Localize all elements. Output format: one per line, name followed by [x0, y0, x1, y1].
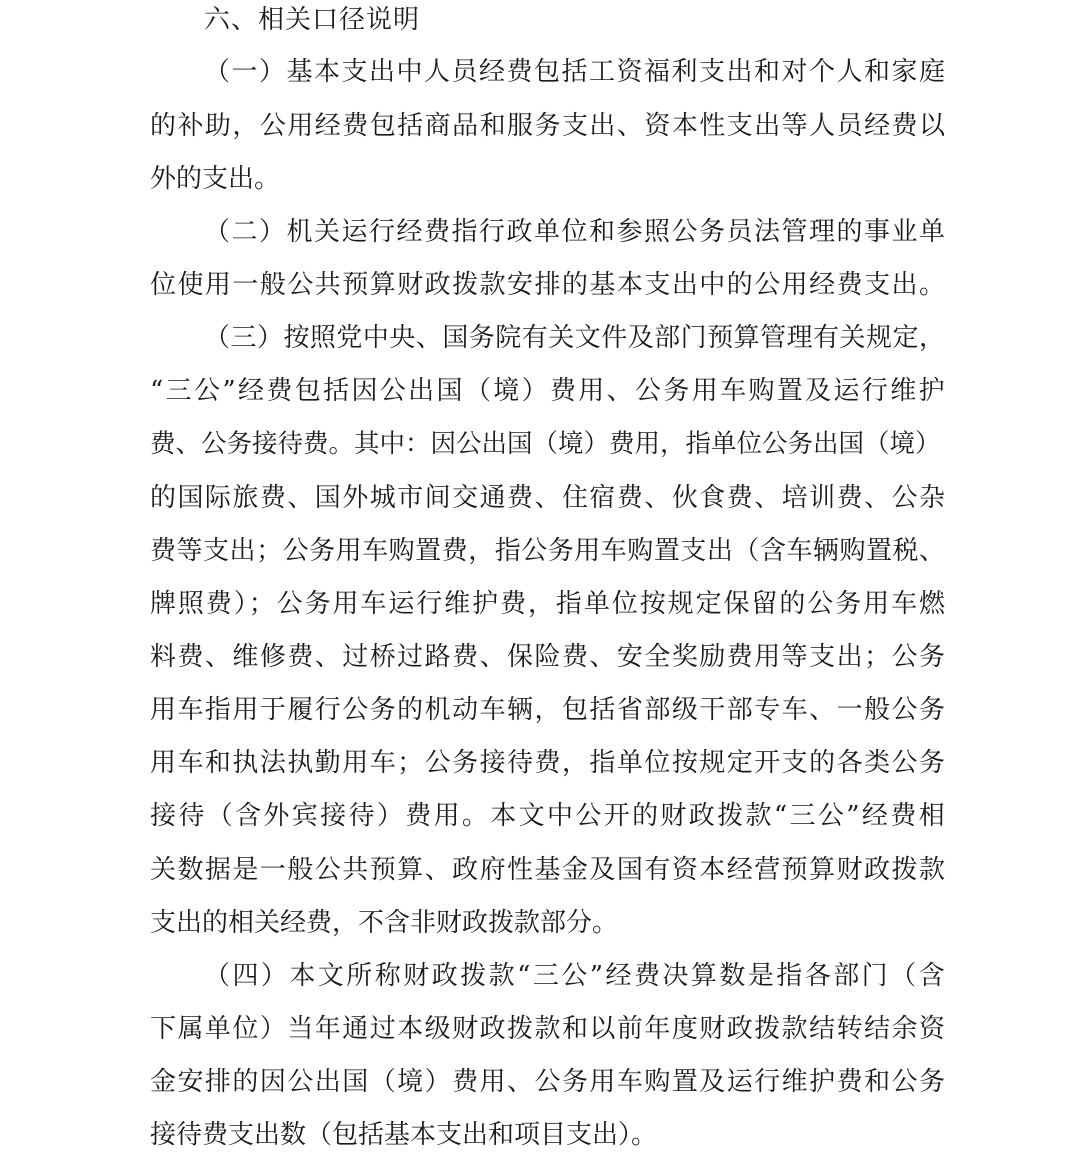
paragraph-4-line-2: 下属单位）当年通过本级财政拨款和以前年度财政拨款结转结余资 [150, 1014, 947, 1044]
paragraph-1-line-1: （一）基本支出中人员经费包括工资福利支出和对个人和家庭 [204, 57, 947, 87]
paragraph-3-line-2: “三公”经费包括因公出国（境）费用、公务用车购置及运行维护 [150, 376, 947, 406]
paragraph-3-line-12: 支出的相关经费，不含非财政拨款部分。 [150, 908, 619, 938]
paragraph-4-line-4: 接待费支出数（包括基本支出和项目支出）。 [150, 1120, 658, 1150]
paragraph-3-line-4: 的国际旅费、国外城市间交通费、住宿费、伙食费、培训费、公杂 [150, 483, 947, 513]
paragraph-3-line-5: 费等支出；公务用车购置费，指公务用车购置支出（含车辆购置税、 [150, 536, 946, 566]
paragraph-3-line-1: （三）按照党中央、国务院有关文件及部门预算管理有关规定， [204, 323, 946, 353]
paragraph-3-line-11: 关数据是一般公共预算、政府性基金及国有资本经营预算财政拨款 [150, 855, 947, 885]
paragraph-1-line-3: 外的支出。 [150, 164, 281, 194]
paragraph-3-line-8: 用车指用于履行公务的机动车辆，包括省部级干部专车、一般公务 [150, 695, 947, 725]
paragraph-4-line-3: 金安排的因公出国（境）费用、公务用车购置及运行维护费和公务 [150, 1067, 947, 1097]
paragraph-2-line-2: 位使用一般公共预算财政拨款安排的基本支出中的公用经费支出。 [150, 270, 947, 300]
paragraph-3-line-3: 费、公务接待费。其中：因公出国（境）费用，指单位公务出国（境） [150, 429, 941, 459]
paragraph-3-line-9: 用车和执法执勤用车；公务接待费，指单位按规定开支的各类公务 [150, 748, 947, 778]
paragraph-3-line-10: 接待（含外宾接待）费用。本文中公开的财政拨款“三公”经费相 [150, 801, 947, 831]
paragraph-3-line-7: 料费、维修费、过桥过路费、保险费、安全奖励费用等支出；公务 [150, 642, 947, 672]
paragraph-2-line-1: （二）机关运行经费指行政单位和参照公务员法管理的事业单 [204, 217, 947, 247]
paragraph-1-line-2: 的补助，公用经费包括商品和服务支出、资本性支出等人员经费以 [150, 111, 947, 141]
paragraph-4-line-1: （四）本文所称财政拨款“三公”经费决算数是指各部门（含 [204, 961, 948, 991]
section-heading: 六、相关口径说明 [204, 5, 421, 35]
paragraph-3-line-6: 牌照费）；公务用车运行维护费，指单位按规定保留的公务用车燃 [150, 589, 947, 619]
